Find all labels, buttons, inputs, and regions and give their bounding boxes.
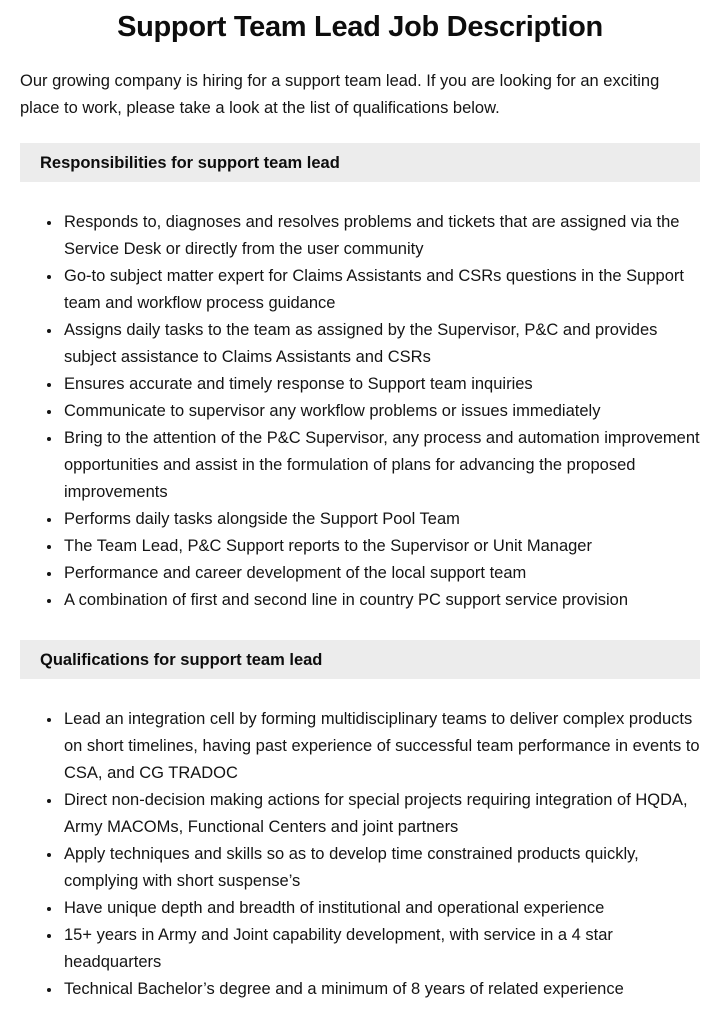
list-item: • A combination of first and second line in country PC support service provision bbox=[62, 587, 700, 614]
list-item: • Have unique depth and breadth of institutional and operational experience bbox=[62, 895, 700, 922]
list-item: • 15+ years in Army and Joint capability development, with service in a 4 star headquarters bbox=[62, 922, 700, 976]
list-item: • Performs daily tasks alongside the Support Pool Team bbox=[62, 506, 700, 533]
list-item: • Responds to, diagnoses and resolves problems and tickets that are assigned via the Service Desk or directly from the user community bbox=[62, 209, 700, 263]
job-description-document bbox=[0, 10, 720, 1003]
list-item: • Go-to subject matter expert for Claims Assistants and CSRs questions in the Support team and workflow process guidance bbox=[62, 263, 700, 317]
responsibilities-section bbox=[20, 143, 700, 614]
qualifications-heading: Qualifications for support team lead bbox=[20, 640, 700, 679]
list-item: • Communicate to supervisor any workflow problems or issues immediately bbox=[62, 398, 700, 425]
qualifications-list bbox=[20, 706, 700, 1003]
page-title: Support Team Lead Job Description bbox=[117, 11, 603, 43]
list-item: • Direct non-decision making actions for special projects requiring integration of HQDA, Army MACOMs, Functional Centers and joint partners bbox=[62, 787, 700, 841]
list-item: • Bring to the attention of the P&C Supervisor, any process and automation improvement opportunities and assist in the formulation of plans for advancing the proposed improvements bbox=[62, 425, 700, 506]
list-item: • Assigns daily tasks to the team as assigned by the Supervisor, P&C and provides subject assistance to Claims Assistants and CSRs bbox=[62, 317, 700, 371]
list-item: • Lead an integration cell by forming multidisciplinary teams to deliver complex products on short timelines, having past experience of successful team performance in events to CSA, and CG TRADOC bbox=[62, 706, 700, 787]
qualifications-section bbox=[20, 640, 700, 1003]
responsibilities-list bbox=[20, 209, 700, 614]
intro-paragraph: Our growing company is hiring for a support team lead. If you are looking for an exciting place to work, please take a look at the list of qualifications below. bbox=[20, 72, 660, 117]
list-item: • Apply techniques and skills so as to develop time constrained products quickly, complying with short suspense’s bbox=[62, 841, 700, 895]
responsibilities-heading: Responsibilities for support team lead bbox=[20, 143, 700, 182]
list-item: • Technical Bachelor’s degree and a minimum of 8 years of related experience bbox=[62, 976, 700, 1003]
list-item: • Performance and career development of the local support team bbox=[62, 560, 700, 587]
list-item: • The Team Lead, P&C Support reports to the Supervisor or Unit Manager bbox=[62, 533, 700, 560]
list-item: • Ensures accurate and timely response to Support team inquiries bbox=[62, 371, 700, 398]
